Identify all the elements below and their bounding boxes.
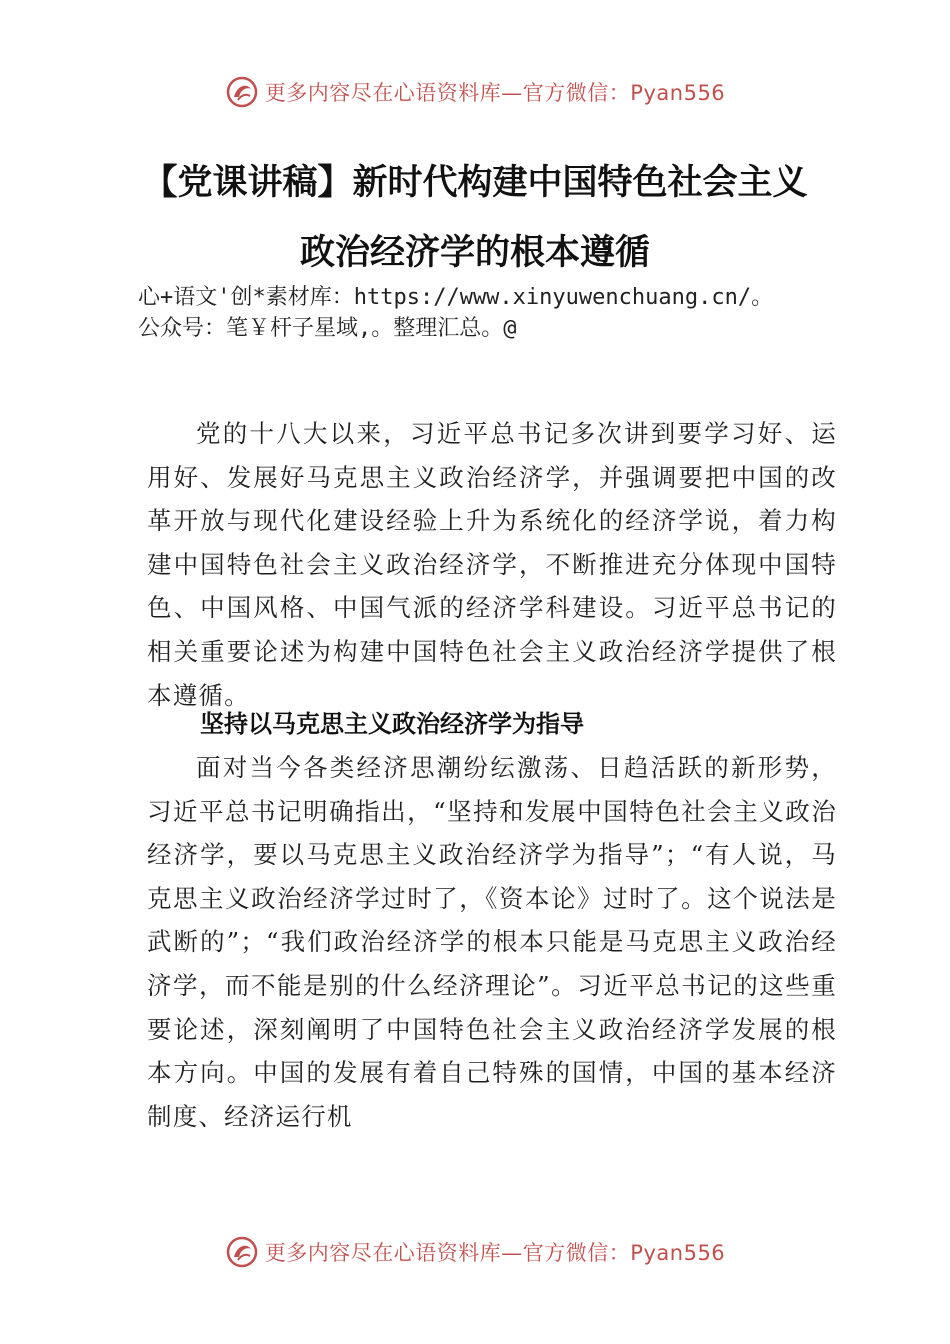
source-note-line1: 心+语文'创*素材库：https://www.xinyuwenchuang.cn/。 xyxy=(138,285,774,310)
footer-banner xyxy=(0,1232,950,1272)
source-note-line2: 公众号：笔￥杆子星域,。整理汇总。@ xyxy=(138,316,517,341)
page-title-line2: 政治经济学的根本遵循 xyxy=(299,233,650,273)
header-banner-text: 更多内容尽在心语资料库—官方微信：Pyan556 xyxy=(264,81,726,105)
header-banner xyxy=(0,72,950,112)
body-paragraph-2: 面对当今各类经济思潮纷纭激荡、日趋活跃的新形势，习近平总书记明确指出，“坚持和发展中国特色社会主义政治经济学，要以马克思主义政治经济学为指导”；“有人说，马克思主义政治经济学过时了，《资本论》过时了。这个说法是武断的”；“我们政治经济学的根本只能是马克思主义政治经济学，而不能是别的什么经济理论”。习近平总书记的这些重要论述，深刻阐明了中国特色社会主义政治经济学发展的根本方向。中国的发展有着自己特殊的国情，中国的基本经济制度、经济运行机 xyxy=(147,753,837,1131)
body-paragraph-1: 党的十八大以来，习近平总书记多次讲到要学习好、运用好、发展好马克思主义政治经济学，并强调要把中国的改革开放与现代化建设经验上升为系统化的经济学说，着力构建中国特色社会主义政治经济学，不断推进充分体现中国特色、中国风格、中国气派的经济学科建设。习近平总书记的相关重要论述为构建中国特色社会主义政治经济学提供了根本遵循。 xyxy=(147,419,837,710)
footer-banner-text: 更多内容尽在心语资料库—官方微信：Pyan556 xyxy=(264,1241,726,1265)
swirl-logo-icon xyxy=(225,1235,259,1269)
swirl-logo-icon xyxy=(225,75,259,109)
page-title-line1: 【党课讲稿】新时代构建中国特色社会主义 xyxy=(142,163,808,203)
section-heading: 坚持以马克思主义政治经济学为指导 xyxy=(200,710,584,738)
